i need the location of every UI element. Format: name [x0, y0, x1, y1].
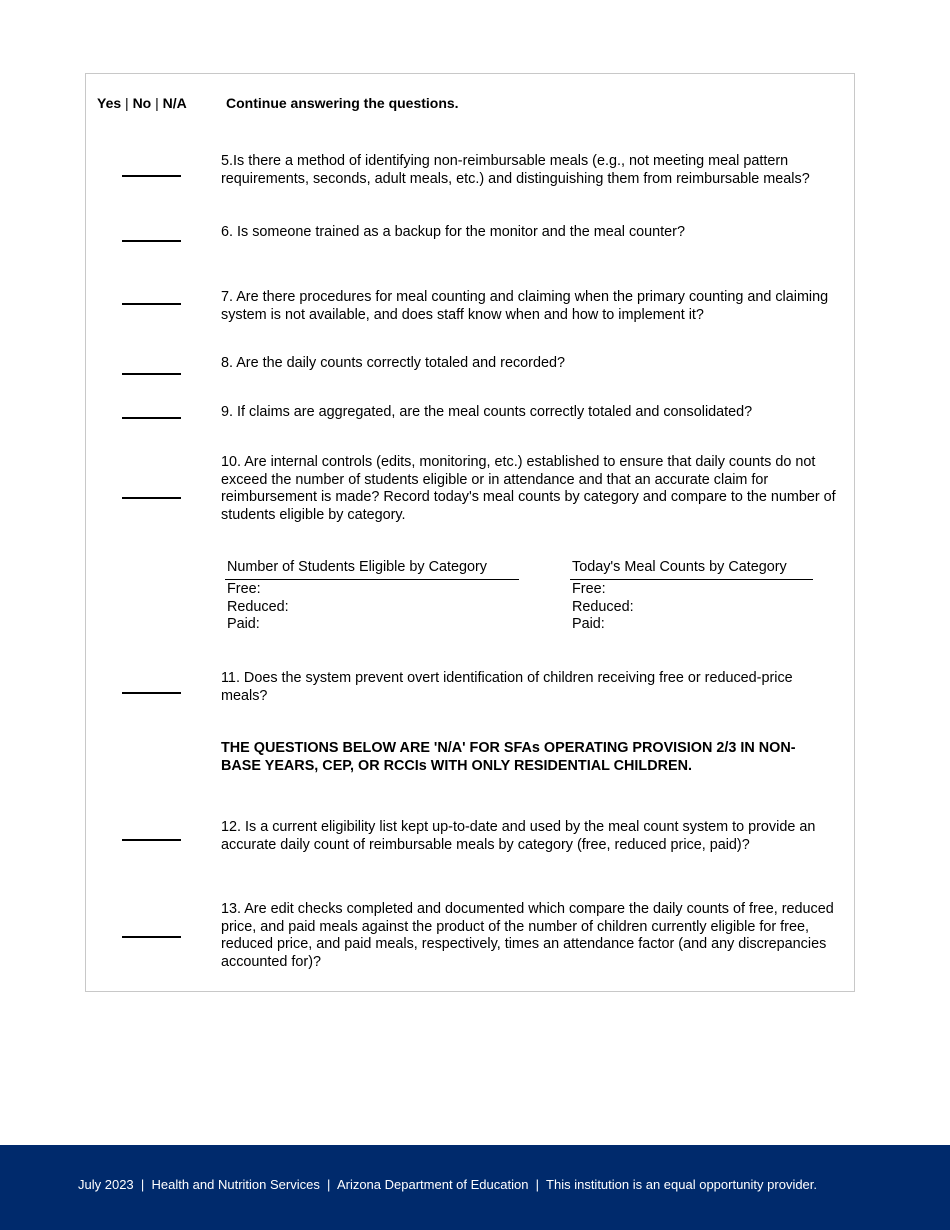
eligible-by-category-header: Number of Students Eligible by Category — [225, 559, 519, 580]
footer-text: July 2023 | Health and Nutrition Services | Arizona Department of Education | This institution is an equal opportunity provider. — [78, 1177, 818, 1192]
question-9: 9. If claims are aggregated, are the meal counts correctly totaled and consolidated? — [221, 404, 753, 420]
eligible-free-label: Free: — [227, 581, 261, 597]
count-free-label: Free: — [572, 581, 606, 597]
questionnaire-frame — [85, 73, 855, 992]
question-5: 5.Is there a method of identifying non-reimbursable meals (e.g., not meeting meal pattern requirements, seconds, adult meals, etc.) and distinguishing them from reimbursable meals? — [221, 153, 810, 187]
question-11: 11. Does the system prevent overt identification of children receiving free or reduced-price meals? — [221, 670, 793, 704]
answer-blank-q12[interactable] — [122, 839, 181, 841]
na-notice: THE QUESTIONS BELOW ARE 'N/A' FOR SFAs OPERATING PROVISION 2/3 IN NON-BASE YEARS, CEP, OR RCCIs WITH ONLY RESIDENTIAL CHILDREN. — [221, 740, 796, 774]
question-6: 6. Is someone trained as a backup for the monitor and the meal counter? — [221, 224, 685, 240]
eligible-reduced-label: Reduced: — [227, 599, 289, 615]
answer-na-label: N/A — [162, 95, 187, 111]
instructions-heading: Continue answering the questions. — [226, 95, 459, 111]
answer-blank-q9[interactable] — [122, 417, 181, 419]
answer-blank-q5[interactable] — [122, 175, 181, 177]
meal-counts-by-category-header: Today's Meal Counts by Category — [570, 559, 813, 580]
answer-blank-q13[interactable] — [122, 936, 181, 938]
question-8: 8. Are the daily counts correctly totaled and recorded? — [221, 355, 565, 371]
page-footer — [0, 1145, 950, 1230]
question-12: 12. Is a current eligibility list kept up-to-date and used by the meal count system to provide an accurate daily count of reimbursable meals by category (free, reduced price, paid)? — [221, 819, 816, 853]
answer-options-header: Yes | No | N/A — [97, 95, 187, 111]
answer-blank-q8[interactable] — [122, 373, 181, 375]
answer-no-label: No — [132, 95, 152, 111]
answer-blank-q6[interactable] — [122, 240, 181, 242]
question-7: 7. Are there procedures for meal counting and claiming when the primary counting and claiming system is not available, and does staff know when and how to implement it? — [221, 289, 829, 323]
answer-blank-q11[interactable] — [122, 692, 181, 694]
question-13: 13. Are edit checks completed and documented which compare the daily counts of free, reduced price, and paid meals against the product of the number of children currently eligible for free, reduced price, and paid meals, respectively, times an attendance factor (and any discrepancies accounted for)? — [221, 901, 834, 970]
eligible-paid-label: Paid: — [227, 616, 260, 632]
count-paid-label: Paid: — [572, 616, 605, 632]
question-10: 10. Are internal controls (edits, monitoring, etc.) established to ensure that daily counts do not exceed the number of students eligible or in attendance and that an accurate claim for reimbursement is made? Record today's meal counts by category and compare to the number of students eligible by category. — [221, 454, 836, 523]
answer-yes-label: Yes — [97, 95, 122, 111]
answer-blank-q10[interactable] — [122, 497, 181, 499]
count-reduced-label: Reduced: — [572, 599, 634, 615]
answer-blank-q7[interactable] — [122, 303, 181, 305]
